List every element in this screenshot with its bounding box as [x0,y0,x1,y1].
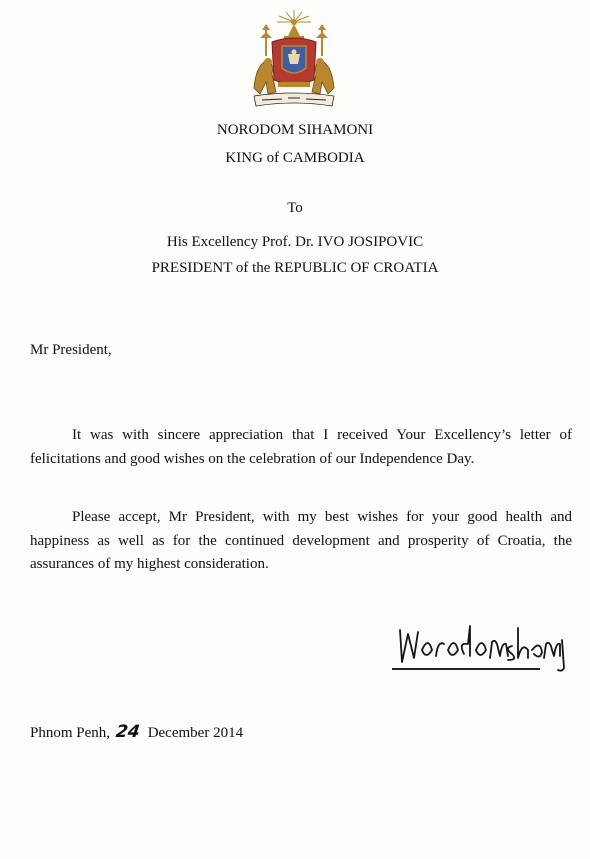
handwritten-day: 24 [114,722,142,742]
sender-title: KING of CAMBODIA [225,150,365,166]
recipient-title: PRESIDENT of the REPUBLIC OF CROATIA [151,260,439,276]
body-paragraph: It was with sincere appreciation that I received Your Excellency’s letter of felicitations and good wishes on the celebration of our Independence Day. [30,427,572,467]
salutation: Mr President, [30,342,112,358]
handwritten-signature [392,612,570,674]
signature-underline [392,668,540,670]
dateline [30,722,243,742]
recipient-name: His Excellency Prof. Dr. IVO JOSIPOVIC [166,234,424,250]
to-label: To [287,200,303,216]
place: Phnom Penh, [30,725,111,741]
sender-name: NORODOM SIHAMONI [216,122,374,138]
month-year: December 2014 [147,725,244,741]
royal-coat-of-arms-icon [248,8,340,112]
body-paragraph: Please accept, Mr President, with my best wishes for your good health and happiness as well as for the continued development and prosperity of Croatia, the assurances of my highest consideration. [30,509,572,572]
